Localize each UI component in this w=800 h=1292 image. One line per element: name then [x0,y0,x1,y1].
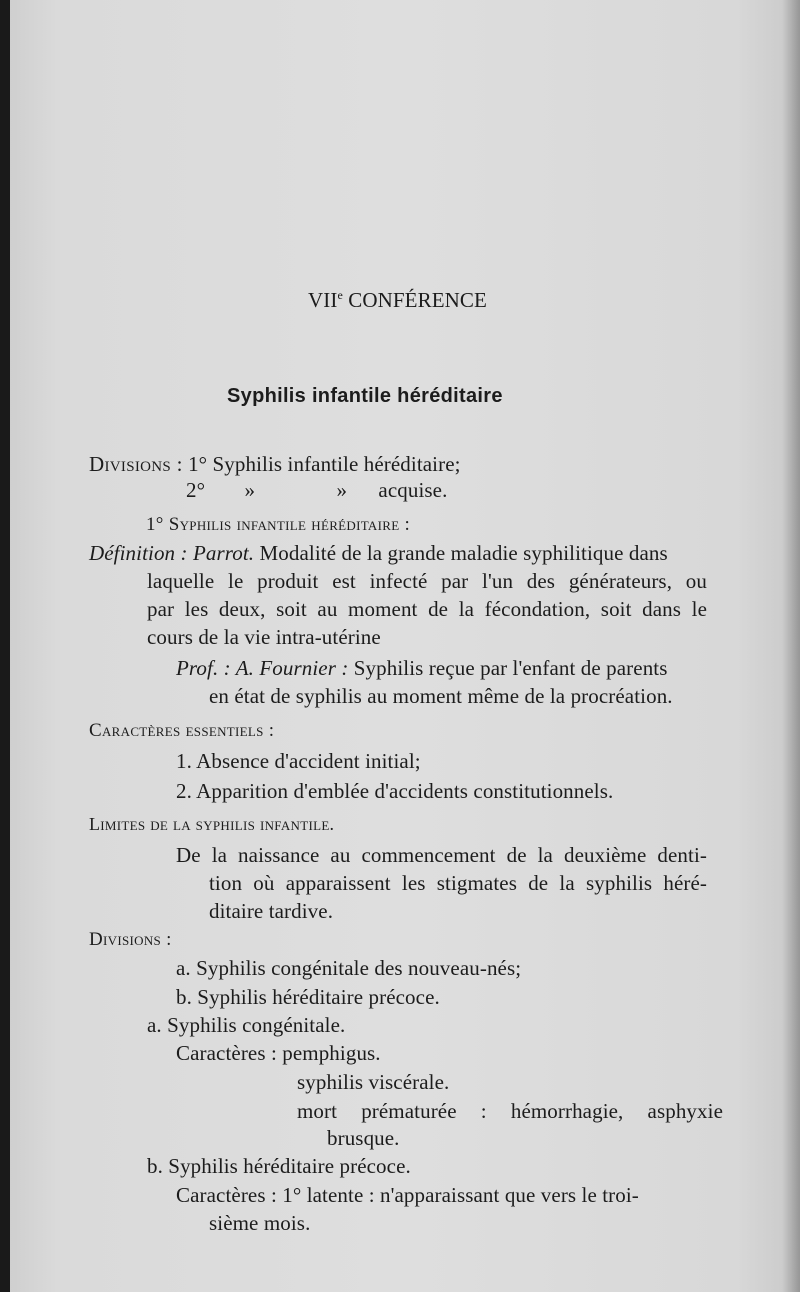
section-heading-1: 1° Syphilis infantile héréditaire : [146,514,411,535]
subsection-b-caracteres: Caractères : 1° latente : n'apparaissant que vers le troi- [176,1183,639,1207]
divisions2-item-a: a. Syphilis congénitale des nouveau-nés; [176,956,522,980]
definition-line-4: cours de la vie intra-utérine [147,625,381,649]
caracteres-heading: Caractères essentiels : [89,720,275,741]
conference-heading: VIIe CONFÉRENCE [308,288,487,312]
fournier-line-1: Prof. : A. Fournier : Syphilis reçue par l'enfant de parents [176,656,668,680]
subsection-a-caractere-4: brusque. [327,1126,400,1150]
definition-label: Définition : Parrot. [89,541,255,565]
divisions-label-2: Divisions : [89,929,172,950]
subsection-a-caracteres: Caractères : pemphigus. [176,1041,381,1065]
fournier-line-2: en état de syphilis au moment même de la procréation. [209,684,673,708]
subsection-a-heading: a. Syphilis congénitale. [147,1013,346,1037]
divisions2-item-b: b. Syphilis héréditaire précoce. [176,985,440,1009]
definition-line-2: laquelle le produit est infecté par l'un des générateurs, ou [147,569,707,593]
subsection-a-caractere-3: mort prématurée : hémorrhagie, asphyxie [297,1099,723,1123]
caracteres-item-1: 1. Absence d'accident initial; [176,749,421,773]
divisions-label: Divisions : [89,452,183,476]
limites-heading: Limites de la syphilis infantile. [89,814,335,834]
page-title: Syphilis infantile héréditaire [227,385,503,407]
definition-line-3: par les deux, soit au moment de la fécondation, soit dans le [147,597,707,621]
subsection-a-caractere-2: syphilis viscérale. [297,1070,450,1094]
limites-line-3: ditaire tardive. [209,899,334,923]
limites-line-1: De la naissance au commencement de la deuxième denti- [176,843,707,867]
limites-line-2: tion où apparaissent les stigmates de la syphilis héré- [209,871,707,895]
subsection-b-caractere-2: sième mois. [209,1211,311,1235]
division-item-1: 1° Syphilis infantile héréditaire; [188,452,461,476]
definition-line-1: Définition : Parrot. Modalité de la grande maladie syphilitique dans [89,541,668,565]
divisions-line-2: 2° » » acquise. [186,478,448,502]
fournier-label: Prof. : A. Fournier : [176,656,349,680]
subsection-b-heading: b. Syphilis héréditaire précoce. [147,1154,411,1178]
page-spine-shadow [782,0,800,1292]
book-page [10,0,800,1292]
divisions-line-1 [89,452,461,477]
caracteres-item-2: 2. Apparition d'emblée d'accidents constitutionnels. [176,779,614,803]
